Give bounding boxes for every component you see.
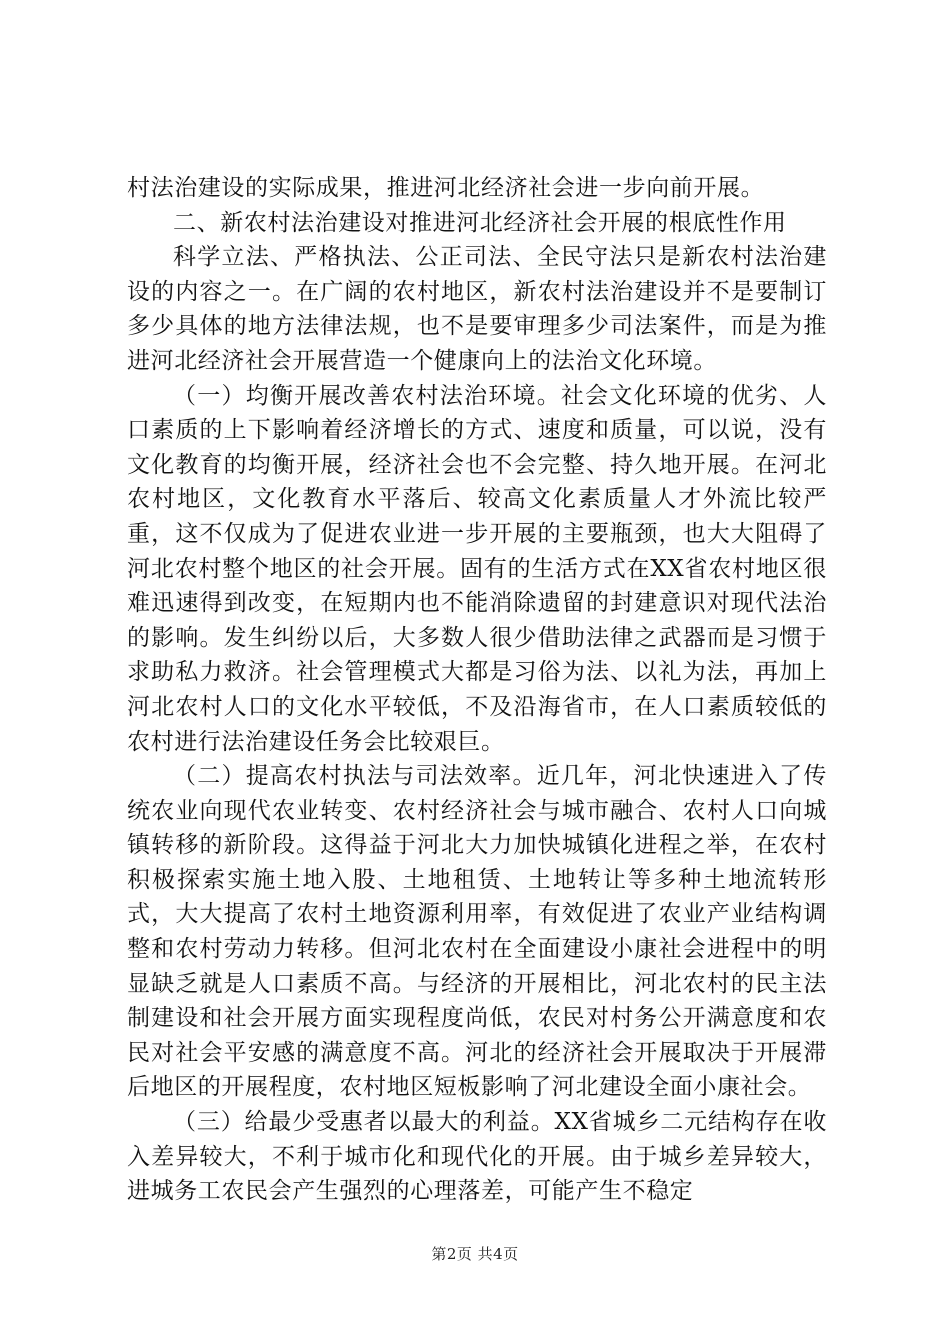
document-body bbox=[127, 171, 827, 1209]
paragraph-point-2: （二）提高农村执法与司法效率。近几年，河北快速进入了传统农业向现代农业转变、农村经济社会与城市融合、农村人口向城镇转移的新阶段。这得益于河北大力加快城镇化进程之举，在农村积极探索实施土地入股、土地租赁、土地转让等多种土地流转形式，大大提高了农村土地资源利用率，有效促进了农业产业结构调整和农村劳动力转移。但河北农村在全面建设小康社会进程中的明显缺乏就是人口素质不高。与经济的开展相比，河北农村的民主法制建设和社会开展方面实现程度尚低，农民对村务公开满意度和农民对社会平安感的满意度不高。河北的经济社会开展取决于开展滞后地区的开展程度，农村地区短板影响了河北建设全面小康社会。 bbox=[127, 763, 827, 1101]
paragraph-point-1: （一）均衡开展改善农村法治环境。社会文化环境的优劣、人口素质的上下影响着经济增长的方式、速度和质量，可以说，没有文化教育的均衡开展，经济社会也不会完整、持久地开展。在河北农村地区，文化教育水平落后、较高文化素质量人才外流比较严重，这不仅成为了促进农业进一步开展的主要瓶颈，也大大阻碍了河北农村整个地区的社会开展。固有的生活方式在XX省农村地区很难迅速得到改变，在短期内也不能消除遗留的封建意识对现代法治的影响。发生纠纷以后，大多数人很少借助法律之武器而是习惯于求助私力救济。社会管理模式大都是习俗为法、以礼为法，再加上河北农村人口的文化水平较低，不及沿海省市，在人口素质较低的农村进行法治建设任务会比较艰巨。 bbox=[127, 382, 827, 755]
paragraph-continuation: 村法治建设的实际成果，推进河北经济社会进一步向前开展。 bbox=[127, 175, 765, 201]
paragraph-point-3: （三）给最少受惠者以最大的利益。XX省城乡二元结构存在收入差异较大，不利于城市化和现代化的开展。由于城乡差异较大，进城务工农民会产生强烈的心理落差，可能产生不稳定 bbox=[127, 1109, 827, 1205]
section-heading: 二、新农村法治建设对推进河北经济社会开展的根底性作用 bbox=[173, 209, 787, 236]
paragraph-intro: 科学立法、严格执法、公正司法、全民守法只是新农村法治建设的内容之一。在广阔的农村地区，新农村法治建设并不是要制订多少具体的地方法律法规，也不是要审理多少司法案件，而是为推进河北经济社会开展营造一个健康向上的法治文化环境。 bbox=[127, 244, 827, 374]
page-number-footer: 第2页 共4页 bbox=[431, 1245, 519, 1263]
